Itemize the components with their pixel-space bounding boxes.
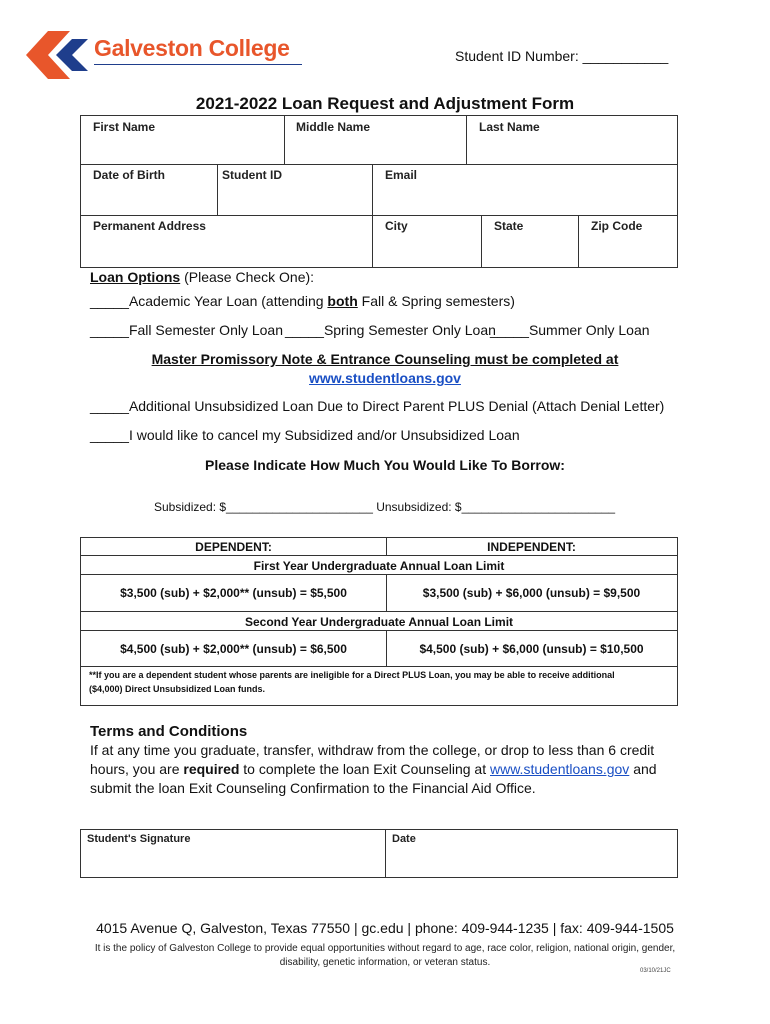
student-id-field[interactable]: Student ID	[222, 168, 282, 182]
signature-date-field[interactable]: Date	[392, 833, 416, 845]
table-divider	[81, 574, 677, 575]
first-year-dependent-limit: $3,500 (sub) + $2,000** (unsub) = $5,500	[120, 586, 347, 600]
grid-divider	[372, 164, 373, 267]
option-label: Additional Unsubsidized Loan Due to Direct Parent PLUS Denial (Attach Denial Letter)	[128, 398, 665, 414]
loan-options-heading	[90, 269, 314, 285]
second-year-dependent-limit: $4,500 (sub) + $2,000** (unsub) = $6,500	[120, 642, 347, 656]
terms-text: and submit the loan Exit Counseling Confirmation to the Financial Aid Office.	[90, 761, 657, 796]
option-cancel-loan[interactable]	[90, 427, 520, 443]
mpn-link-row	[0, 370, 770, 386]
terms-text: to complete the loan Exit Counseling at	[239, 761, 490, 777]
option-emphasis: both	[327, 293, 358, 309]
first-year-independent-limit: $3,500 (sub) + $6,000 (unsub) = $9,500	[422, 586, 641, 600]
option-label: Summer Only Loan	[528, 322, 650, 338]
table-divider	[81, 630, 677, 631]
first-name-field[interactable]: First Name	[93, 120, 156, 134]
option-label: Academic Year Loan (attending	[128, 293, 328, 309]
option-fall[interactable]	[90, 322, 283, 338]
borrow-amounts	[154, 500, 615, 514]
option-spring[interactable]	[285, 322, 496, 338]
state-field[interactable]: State	[494, 219, 524, 233]
table-divider	[81, 666, 677, 667]
borrow-prompt: Please Indicate How Much You Would Like To Borrow:	[205, 457, 565, 473]
loan-options-title: Loan Options	[90, 269, 181, 285]
first-year-limit-title: First Year Undergraduate Annual Loan Limit	[253, 559, 505, 573]
signature-box	[80, 829, 678, 878]
permanent-address-field[interactable]: Permanent Address	[93, 219, 206, 233]
personal-info-grid	[80, 115, 678, 268]
option-additional-unsubsidized[interactable]	[90, 398, 664, 414]
table-divider	[81, 611, 677, 612]
college-address: 4015 Avenue Q, Galveston, Texas 77550 | gc.edu | phone: 409-944-1235 | fax: 409-944-1505	[96, 920, 674, 936]
college-logo	[26, 31, 290, 79]
date-of-birth-field[interactable]: Date of Birth	[93, 168, 165, 182]
second-year-independent-limit: $4,500 (sub) + $6,000 (unsub) = $10,500	[419, 642, 644, 656]
loan-options-instruction: (Please Check One):	[180, 269, 315, 285]
limits-footnote-line-1: **If you are a dependent student whose parents are ineligible for a Direct PLUS Loan, you may be able to receive additional	[89, 670, 615, 680]
college-name: Galveston College	[94, 35, 290, 61]
grid-divider	[284, 116, 285, 164]
option-academic-year[interactable]	[90, 293, 515, 309]
grid-divider	[578, 215, 579, 267]
second-year-limit-title: Second Year Undergraduate Annual Loan Limit	[244, 615, 514, 629]
student-signature-field[interactable]: Student's Signature	[87, 833, 191, 845]
email-field[interactable]: Email	[385, 168, 418, 182]
option-label: Fall Semester Only Loan	[128, 322, 284, 338]
terms-body	[90, 741, 690, 798]
option-label: I would like to cancel my Subsidized and/or Unsubsidized Loan	[128, 427, 520, 443]
grid-divider	[81, 164, 677, 165]
terms-text: If at any time you graduate, transfer, withdraw from the college, or drop to less than 6 credit hours, you are	[90, 742, 655, 777]
student-id-number-field[interactable]: Student ID Number: ___________	[455, 48, 669, 64]
option-blank[interactable]: _____	[90, 427, 129, 443]
dependent-header: DEPENDENT:	[195, 540, 272, 554]
option-blank[interactable]: _____	[90, 322, 129, 338]
grid-divider	[481, 215, 482, 267]
limits-footnote-line-2: ($4,000) Direct Unsubsidized Loan funds.	[89, 684, 266, 694]
table-divider	[81, 555, 677, 556]
signature-divider	[385, 830, 386, 877]
independent-header: INDEPENDENT:	[487, 540, 576, 554]
grid-divider	[81, 215, 677, 216]
option-blank[interactable]: _____	[90, 398, 129, 414]
city-field[interactable]: City	[385, 219, 408, 233]
grid-divider	[466, 116, 467, 164]
mpn-notice: Master Promissory Note & Entrance Counseling must be completed at	[151, 351, 619, 367]
equal-opportunity-policy: It is the policy of Galveston College to provide equal opportunities without regard to age, race color, religion, national origin, gender, disability, genetic information, or veteran status.	[94, 943, 676, 968]
subsidized-amount-field[interactable]: Subsidized: $______________________	[154, 500, 373, 514]
option-blank[interactable]: _____	[90, 293, 129, 309]
option-blank[interactable]: _____	[490, 322, 529, 338]
terms-heading: Terms and Conditions	[90, 723, 248, 740]
form-revision-code: 03/10/21JC	[640, 968, 671, 974]
zip-code-field[interactable]: Zip Code	[591, 219, 643, 233]
option-label: Spring Semester Only Loan	[323, 322, 496, 338]
loan-limits-table	[80, 537, 678, 706]
studentloans-link[interactable]: www.studentloans.gov	[309, 370, 461, 386]
grid-divider	[217, 164, 218, 215]
middle-name-field[interactable]: Middle Name	[296, 120, 371, 134]
option-blank[interactable]: _____	[285, 322, 324, 338]
terms-studentloans-link[interactable]: www.studentloans.gov	[490, 761, 630, 777]
unsubsidized-amount-field[interactable]: Unsubsidized: $_______________________	[376, 500, 616, 514]
last-name-field[interactable]: Last Name	[479, 120, 540, 134]
logo-mark-icon	[26, 31, 92, 79]
terms-emphasis: required	[183, 761, 240, 777]
option-summer[interactable]	[490, 322, 650, 338]
logo-underline	[94, 64, 302, 65]
option-label: Fall & Spring semesters)	[357, 293, 515, 309]
form-title: 2021-2022 Loan Request and Adjustment Form	[195, 94, 575, 113]
